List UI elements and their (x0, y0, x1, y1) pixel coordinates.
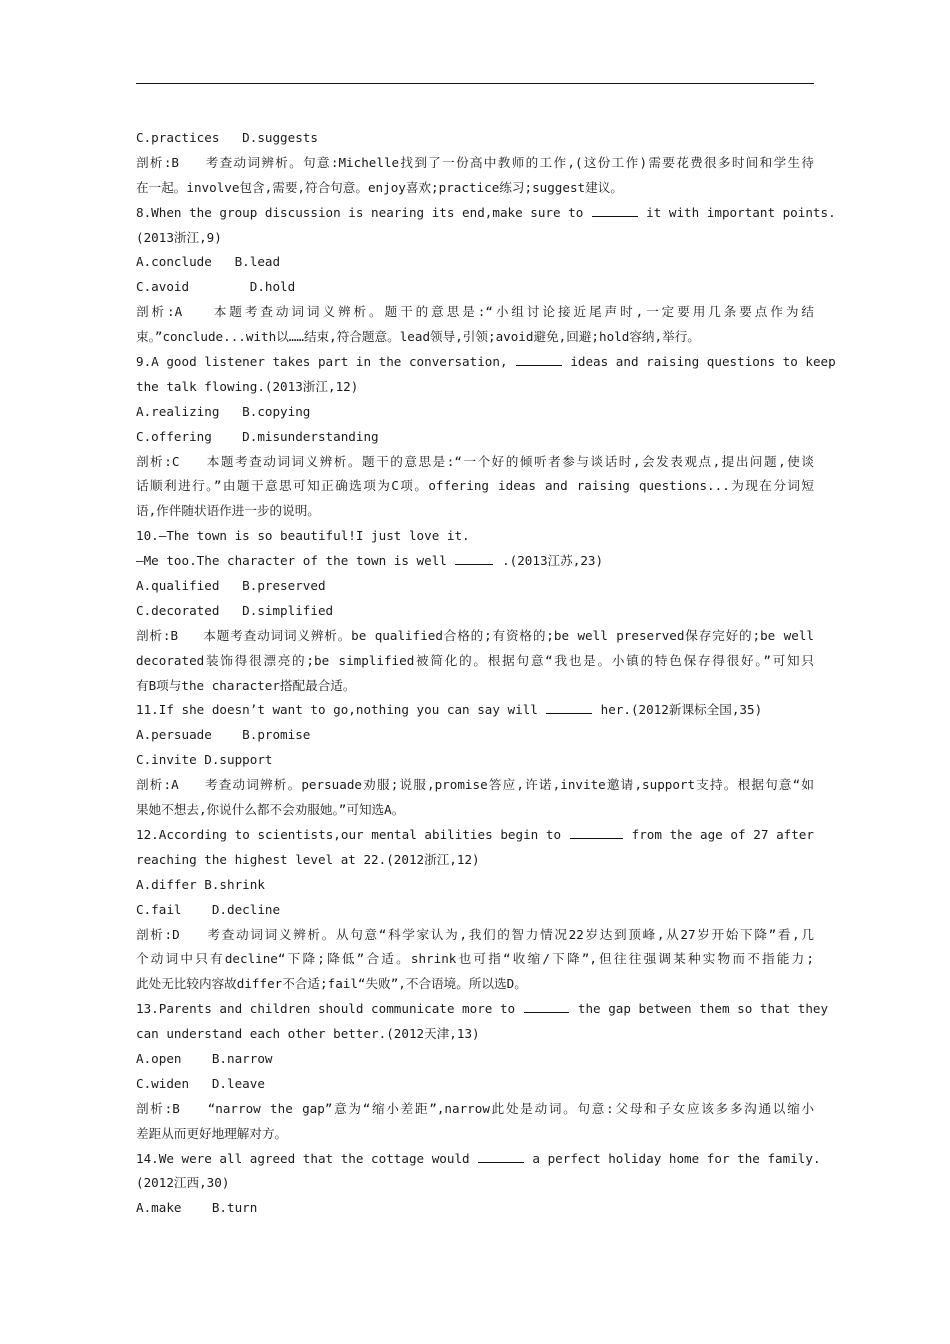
line-text: A.open B.narrow (136, 1050, 273, 1066)
text-line (136, 823, 814, 848)
text-line (136, 375, 814, 400)
line-text: 果她不想去,你说什么都不会劝服她。”可知选A。 (136, 802, 405, 818)
text-line (136, 698, 814, 723)
answer-blank (570, 826, 623, 839)
text-line (136, 798, 814, 823)
line-text: 剖析:B 考查动词辨析。句意:Michelle找到了一份高中教师的工作,(这份工作)需要花费很多时间和学生待 (136, 154, 814, 170)
text-line (136, 176, 814, 201)
text-line (136, 450, 814, 475)
line-text: 此处无比较内容故differ不合适;fail“失败”,不合语境。所以选D。 (136, 976, 527, 992)
text-line (136, 1171, 814, 1196)
text-line (136, 972, 814, 997)
text-line (136, 524, 814, 549)
line-text: (2012江西,30) (136, 1175, 230, 1191)
text-line (136, 275, 814, 300)
line-text-after-blank: .(2013江苏,23) (502, 553, 604, 569)
answer-blank (524, 1000, 570, 1013)
answer-blank (516, 353, 562, 366)
text-line (136, 325, 814, 350)
text-line (136, 898, 814, 923)
line-text: A.conclude B.lead (136, 254, 281, 270)
line-text-after-blank: a perfect holiday home for the family. (532, 1150, 821, 1166)
line-text: 剖析:A 本题考查动词词义辨析。题干的意思是:“小组讨论接近尾声时,一定要用几条要点作为结 (136, 304, 814, 320)
text-line (136, 848, 814, 873)
text-line (136, 1022, 814, 1047)
line-text: 9.A good listener takes part in the conversation, (136, 354, 508, 370)
text-line (136, 599, 814, 624)
text-line (136, 923, 814, 948)
line-text: 剖析:B “narrow the gap”意为“缩小差距”,narrow此处是动词。句意:父母和子女应该多多沟通以缩小 (136, 1100, 814, 1116)
line-text: C.avoid D.hold (136, 279, 296, 295)
text-line (136, 723, 814, 748)
text-line (136, 997, 829, 1022)
line-text: 剖析:C 本题考查动词词义辨析。题干的意思是:“一个好的倾听者参与谈话时,会发表观点,提出问题,使谈 (136, 453, 814, 469)
text-line (136, 126, 814, 151)
text-line (136, 649, 814, 674)
text-line (136, 574, 814, 599)
line-text: 话顺利进行。”由题干意思可知正确选项为C项。offering ideas and raising questions...为现在分词短 (136, 478, 814, 494)
text-line (136, 549, 814, 574)
line-text-after-blank: it with important points. (646, 204, 836, 220)
line-text: reaching the highest level at 22.(2012浙江,12) (136, 851, 480, 867)
text-line (136, 300, 814, 325)
answer-blank (546, 701, 592, 714)
text-line (136, 425, 814, 450)
text-line (136, 674, 814, 699)
header-rule (136, 83, 814, 84)
line-text: 剖析:A 考查动词辨析。persuade劝服;说服,promise答应,许诺,invite邀请,support支持。根据句意“如 (136, 777, 814, 793)
text-line (136, 947, 814, 972)
line-text-after-blank: her.(2012新课标全国,35) (600, 702, 763, 718)
text-line (136, 250, 814, 275)
line-text: (2013浙江,9) (136, 229, 222, 245)
line-text: 11.If she doesn’t want to go,nothing you can say will (136, 702, 538, 718)
line-text: A.make B.turn (136, 1200, 258, 1216)
text-line (136, 1122, 814, 1147)
line-text: C.offering D.misunderstanding (136, 428, 379, 444)
text-line (136, 773, 814, 798)
line-text-after-blank: ideas and raising questions to keep (570, 354, 836, 370)
line-text: C.invite D.support (136, 752, 273, 768)
text-line (136, 400, 814, 425)
line-text: 个动词中只有decline“下降;降低”合适。shrink也可指“收缩/下降”,但往往强调某种实物而不指能力; (136, 951, 814, 967)
line-text: 12.According to scientists,our mental abilities begin to (136, 826, 562, 842)
line-text: A.differ B.shrink (136, 876, 265, 892)
line-text: 在一起。involve包含,需要,符合句意。enjoy喜欢;practice练习;suggest建议。 (136, 179, 623, 195)
text-line (136, 1047, 814, 1072)
line-text: 有B项与the character搭配最合适。 (136, 677, 356, 693)
text-line (136, 151, 814, 176)
text-line (136, 226, 814, 251)
line-text: A.realizing B.copying (136, 403, 311, 419)
text-line (136, 1097, 814, 1122)
text-line (136, 1072, 814, 1097)
line-text: A.qualified B.preserved (136, 578, 326, 594)
line-text: 差距从而更好地理解对方。 (136, 1125, 288, 1141)
line-text: A.persuade B.promise (136, 727, 311, 743)
text-body (136, 126, 836, 1221)
line-text: the talk flowing.(2013浙江,12) (136, 378, 359, 394)
text-line (136, 201, 836, 226)
text-line (136, 748, 814, 773)
line-text: C.decorated D.simplified (136, 602, 334, 618)
text-line (136, 350, 836, 375)
line-text: C.widen D.leave (136, 1075, 265, 1091)
answer-blank (455, 552, 493, 565)
line-text: decorated装饰得很漂亮的;be simplified被简化的。根据句意“我也是。小镇的特色保存得很好。”可知只 (136, 652, 814, 668)
text-line (136, 1196, 814, 1221)
line-text: 语,作伴随状语作进一步的说明。 (136, 503, 320, 519)
text-line (136, 624, 814, 649)
line-text: C.practices D.suggests (136, 130, 318, 145)
line-text: C.fail D.decline (136, 901, 281, 917)
text-line (136, 1147, 821, 1172)
line-text: 剖析:D 考查动词词义辨析。从句意“科学家认为,我们的智力情况22岁达到顶峰,从27岁开始下降”看,几 (136, 926, 814, 942)
line-text: 14.We were all agreed that the cottage would (136, 1150, 470, 1166)
text-line (136, 474, 814, 499)
line-text-after-blank: the gap between them so that they (577, 1001, 829, 1017)
line-text: 束。”conclude...with以……结束,符合题意。lead领导,引领;avoid避免,回避;hold容纳,举行。 (136, 329, 700, 345)
line-text-after-blank: from the age of 27 after (631, 826, 814, 842)
text-line (136, 873, 814, 898)
line-text: 剖析:B 本题考查动词词义辨析。be qualified合格的;有资格的;be well preserved保存完好的;be well (136, 627, 814, 643)
line-text: 13.Parents and children should communicate more to (136, 1001, 516, 1017)
answer-blank (478, 1150, 524, 1163)
line-text: 8.When the group discussion is nearing its end,make sure to (136, 204, 584, 220)
line-text: 10.—The town is so beautiful!I just love it. (136, 528, 470, 544)
answer-blank (592, 204, 638, 217)
line-text: —Me too.The character of the town is well (136, 553, 447, 569)
text-line (136, 499, 814, 524)
line-text: can understand each other better.(2012天津,13) (136, 1026, 480, 1042)
